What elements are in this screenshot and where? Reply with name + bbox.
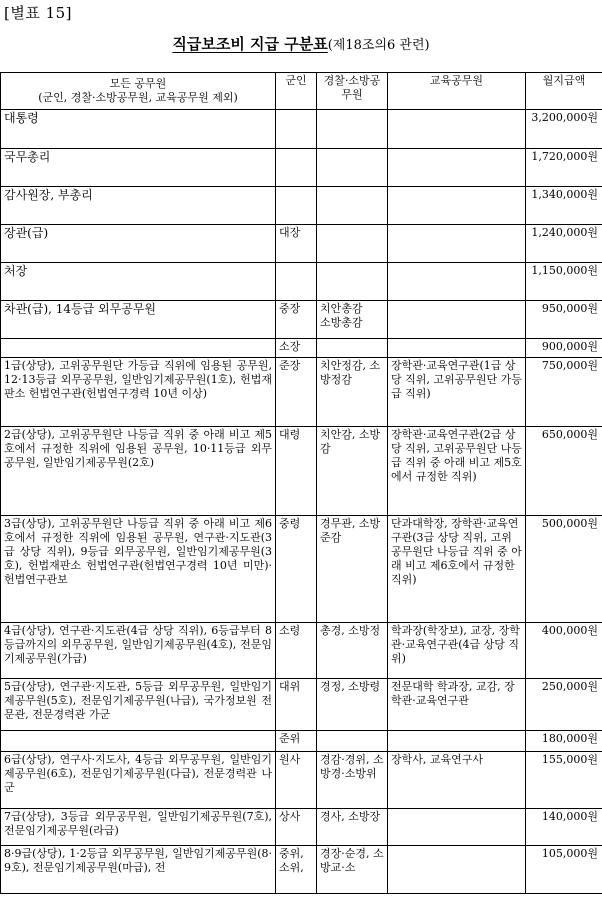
cell-general: 4급(상당), 연구관·지도관(4급 상당 직위), 6등급부터 8등급까지의 외무공무원, 일반임기제공무원(4호), 전문임기제공무원(가급) bbox=[1, 623, 276, 679]
cell-police: 경무관, 소방준감 bbox=[317, 516, 388, 623]
cell-police bbox=[317, 225, 388, 263]
cell-military bbox=[276, 263, 317, 301]
cell-general bbox=[1, 731, 276, 752]
cell-education: 장학사, 교육연구사 bbox=[388, 752, 526, 809]
cell-education: 장학관·교육연구관(1급 상당 직위, 고위공무원단 가등급 직위) bbox=[388, 358, 526, 427]
cell-police: 치안총감 소방총감 bbox=[317, 301, 388, 339]
cell-education bbox=[388, 731, 526, 752]
cell-general bbox=[1, 339, 276, 358]
cell-police: 총경, 소방정 bbox=[317, 623, 388, 679]
cell-police: 경정, 소방령 bbox=[317, 679, 388, 731]
cell-education: 학과장(학장보), 교장, 장학관·교육연구관(4급 상당 직위) bbox=[388, 623, 526, 679]
cell-police bbox=[317, 110, 388, 149]
cell-education: 단과대학장, 장학관·교육연구관(3급 상당 직위, 고위공무원단 나등급 직위 중 아래 비고 제6호에서 규정한 직위) bbox=[388, 516, 526, 623]
cell-military: 대장 bbox=[276, 225, 317, 263]
cell-education bbox=[388, 110, 526, 149]
cell-monthly-pay: 1,150,000원 bbox=[526, 263, 602, 301]
table-row bbox=[1, 731, 602, 752]
cell-military: 대령 bbox=[276, 427, 317, 516]
cell-general: 3급(상당), 고위공무원단 나등급 직위 중 아래 비고 제6호에서 규정한 직위에 임용된 공무원, 연구관·지도관(3급 상당 직위), 9등급 외무공무원, 일반임기제공무원(3호), 헌법재판소 헌법연구관(헌법연구경력 10년 미만)·헌법연구관보 bbox=[1, 516, 276, 623]
header-general: 모든 공무원 (군인, 경찰·소방공무원, 교육공무원 제외) bbox=[1, 73, 276, 110]
annex-label: [별표 15] bbox=[4, 4, 73, 22]
cell-police bbox=[317, 149, 388, 187]
table-row bbox=[1, 358, 602, 427]
cell-education: 전문대학 학과장, 교감, 장학관·교육연구관 bbox=[388, 679, 526, 731]
table-row bbox=[1, 339, 602, 358]
cell-military: 상사 bbox=[276, 809, 317, 846]
cell-police bbox=[317, 731, 388, 752]
table-row bbox=[1, 187, 602, 225]
table-row bbox=[1, 110, 602, 149]
cell-general: 처장 bbox=[1, 263, 276, 301]
header-police: 경찰·소방공무원 bbox=[317, 73, 388, 110]
cell-education bbox=[388, 263, 526, 301]
table-row bbox=[1, 263, 602, 301]
document-title bbox=[0, 33, 602, 54]
cell-education: 장학관·교육연구관(2급 상당 직위, 고위공무원단 나등급 직위 중 아래 비고 제5호에서 규정한 직위) bbox=[388, 427, 526, 516]
cell-general: 6급(상당), 연구사·지도사, 4등급 외무공무원, 일반임기제공무원(6호), 전문임기제공무원(다급), 전문경력관 나군 bbox=[1, 752, 276, 809]
cell-monthly-pay: 1,720,000원 bbox=[526, 149, 602, 187]
table-row bbox=[1, 846, 602, 894]
cell-monthly-pay: 140,000원 bbox=[526, 809, 602, 846]
cell-military: 준위 bbox=[276, 731, 317, 752]
cell-general: 장관(급) bbox=[1, 225, 276, 263]
cell-general: 감사원장, 부총리 bbox=[1, 187, 276, 225]
table-row bbox=[1, 809, 602, 846]
cell-military: 원사 bbox=[276, 752, 317, 809]
cell-police: 경장·순경, 소방교·소 bbox=[317, 846, 388, 894]
cell-monthly-pay: 650,000원 bbox=[526, 427, 602, 516]
cell-education bbox=[388, 225, 526, 263]
cell-education bbox=[388, 149, 526, 187]
cell-military: 소장 bbox=[276, 339, 317, 358]
cell-monthly-pay: 500,000원 bbox=[526, 516, 602, 623]
cell-general: 차관(급), 14등급 외무공무원 bbox=[1, 301, 276, 339]
cell-education bbox=[388, 301, 526, 339]
cell-monthly-pay: 950,000원 bbox=[526, 301, 602, 339]
cell-military: 소령 bbox=[276, 623, 317, 679]
cell-general: 1급(상당), 고위공무원단 가등급 직위에 임용된 공무원, 12·13등급 외무공무원, 일반임기제공무원(1호), 헌법재판소 헌법연구관(헌법연구경력 10년 이상) bbox=[1, 358, 276, 427]
cell-general: 5급(상당), 연구관·지도관, 5등급 외무공무원, 일반임기제공무원(5호), 전문임기제공무원(나급), 국가정보원 전문관, 전문경력관 가군 bbox=[1, 679, 276, 731]
header-row bbox=[1, 73, 602, 110]
table-row bbox=[1, 225, 602, 263]
cell-military: 중위, 소위, bbox=[276, 846, 317, 894]
cell-general: 2급(상당), 고위공무원단 나등급 직위 중 아래 비고 제5호에서 규정한 직위에 임용된 공무원, 10·11등급 외무공무원, 일반임기제공무원(2호) bbox=[1, 427, 276, 516]
cell-monthly-pay: 1,340,000원 bbox=[526, 187, 602, 225]
cell-military: 대위 bbox=[276, 679, 317, 731]
cell-police bbox=[317, 263, 388, 301]
cell-education bbox=[388, 846, 526, 894]
cell-police: 경감·경위, 소방경·소방위 bbox=[317, 752, 388, 809]
table-row bbox=[1, 623, 602, 679]
table-row bbox=[1, 752, 602, 809]
cell-military bbox=[276, 187, 317, 225]
cell-military: 중장 bbox=[276, 301, 317, 339]
table-row bbox=[1, 679, 602, 731]
cell-monthly-pay: 105,000원 bbox=[526, 846, 602, 894]
cell-monthly-pay: 1,240,000원 bbox=[526, 225, 602, 263]
table-row bbox=[1, 516, 602, 623]
title-note: (제18조의6 관련) bbox=[327, 38, 430, 53]
cell-military bbox=[276, 149, 317, 187]
cell-police: 치안정감, 소방정감 bbox=[317, 358, 388, 427]
cell-monthly-pay: 180,000원 bbox=[526, 731, 602, 752]
cell-police: 치안감, 소방감 bbox=[317, 427, 388, 516]
table-row bbox=[1, 427, 602, 516]
cell-military: 중령 bbox=[276, 516, 317, 623]
cell-military: 준장 bbox=[276, 358, 317, 427]
cell-police bbox=[317, 339, 388, 358]
cell-monthly-pay: 250,000원 bbox=[526, 679, 602, 731]
cell-monthly-pay: 155,000원 bbox=[526, 752, 602, 809]
cell-education bbox=[388, 187, 526, 225]
cell-general: 국무총리 bbox=[1, 149, 276, 187]
header-military: 군인 bbox=[276, 73, 317, 110]
cell-police bbox=[317, 187, 388, 225]
allowance-table bbox=[0, 72, 602, 894]
cell-general: 7급(상당), 3등급 외무공무원, 일반임기제공무원(7호), 전문임기제공무원(라급) bbox=[1, 809, 276, 846]
table-row bbox=[1, 301, 602, 339]
cell-education bbox=[388, 339, 526, 358]
table-row bbox=[1, 149, 602, 187]
cell-general: 8·9급(상당), 1·2등급 외무공무원, 일반임기제공무원(8·9호), 전문임기제공무원(마급), 전 bbox=[1, 846, 276, 894]
cell-monthly-pay: 400,000원 bbox=[526, 623, 602, 679]
cell-monthly-pay: 900,000원 bbox=[526, 339, 602, 358]
header-monthly-pay: 월지급액 bbox=[526, 73, 602, 110]
cell-general: 대통령 bbox=[1, 110, 276, 149]
title-main: 직급보조비 지급 구분표 bbox=[172, 35, 328, 53]
cell-police: 경사, 소방장 bbox=[317, 809, 388, 846]
cell-monthly-pay: 3,200,000원 bbox=[526, 110, 602, 149]
cell-monthly-pay: 750,000원 bbox=[526, 358, 602, 427]
cell-military bbox=[276, 110, 317, 149]
cell-education bbox=[388, 809, 526, 846]
header-education: 교육공무원 bbox=[388, 73, 526, 110]
